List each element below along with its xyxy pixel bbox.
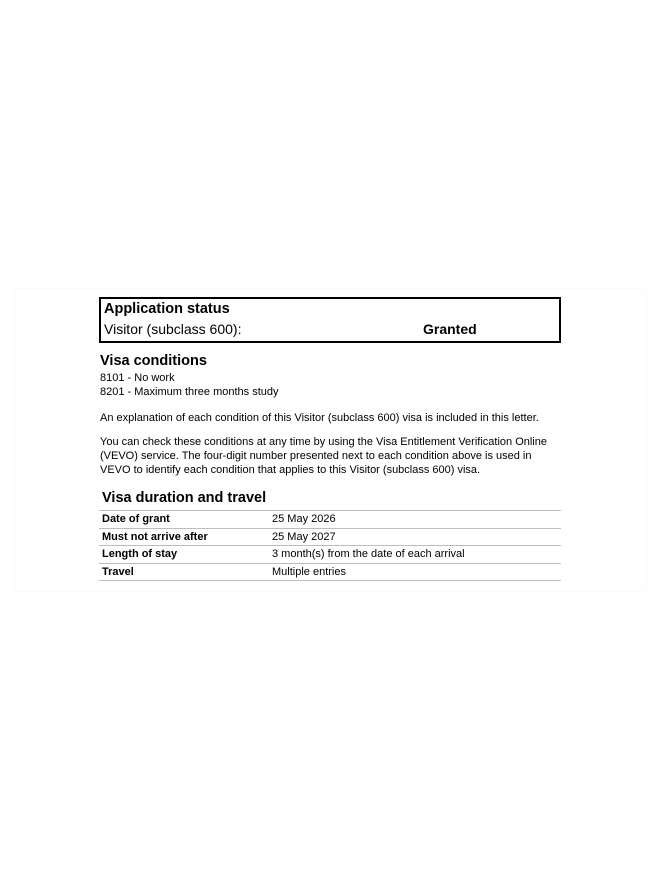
application-status-box bbox=[99, 297, 561, 343]
row-label: Length of stay bbox=[99, 546, 269, 564]
row-value: Multiple entries bbox=[269, 563, 561, 581]
table-row bbox=[99, 528, 561, 546]
visa-type-label: Visitor (subclass 600): bbox=[104, 321, 242, 337]
duration-heading: Visa duration and travel bbox=[102, 490, 267, 506]
row-value: 3 month(s) from the date of each arrival bbox=[269, 546, 561, 564]
row-label: Date of grant bbox=[99, 511, 269, 529]
duration-table bbox=[99, 510, 561, 581]
conditions-explanation: An explanation of each condition of this Visitor (subclass 600) visa is included in this letter. bbox=[100, 412, 539, 424]
visa-conditions-heading: Visa conditions bbox=[100, 353, 207, 369]
table-row bbox=[99, 511, 561, 529]
vevo-paragraph: You can check these conditions at any time by using the Visa Entitlement Verification Online (VEVO) service. The four-digit number presented next to each condition above is used in VEVO to identify each condition that applies to this Visitor (subclass 600) visa. bbox=[100, 436, 547, 476]
row-label: Must not arrive after bbox=[99, 528, 269, 546]
table-row bbox=[99, 546, 561, 564]
row-label: Travel bbox=[99, 563, 269, 581]
condition-item: 8201 - Maximum three months study bbox=[100, 386, 279, 398]
application-status-heading: Application status bbox=[104, 301, 230, 317]
table-row bbox=[99, 563, 561, 581]
row-value: 25 May 2026 bbox=[269, 511, 561, 529]
row-value: 25 May 2027 bbox=[269, 528, 561, 546]
condition-item: 8101 - No work bbox=[100, 372, 175, 384]
status-value: Granted bbox=[423, 321, 477, 337]
